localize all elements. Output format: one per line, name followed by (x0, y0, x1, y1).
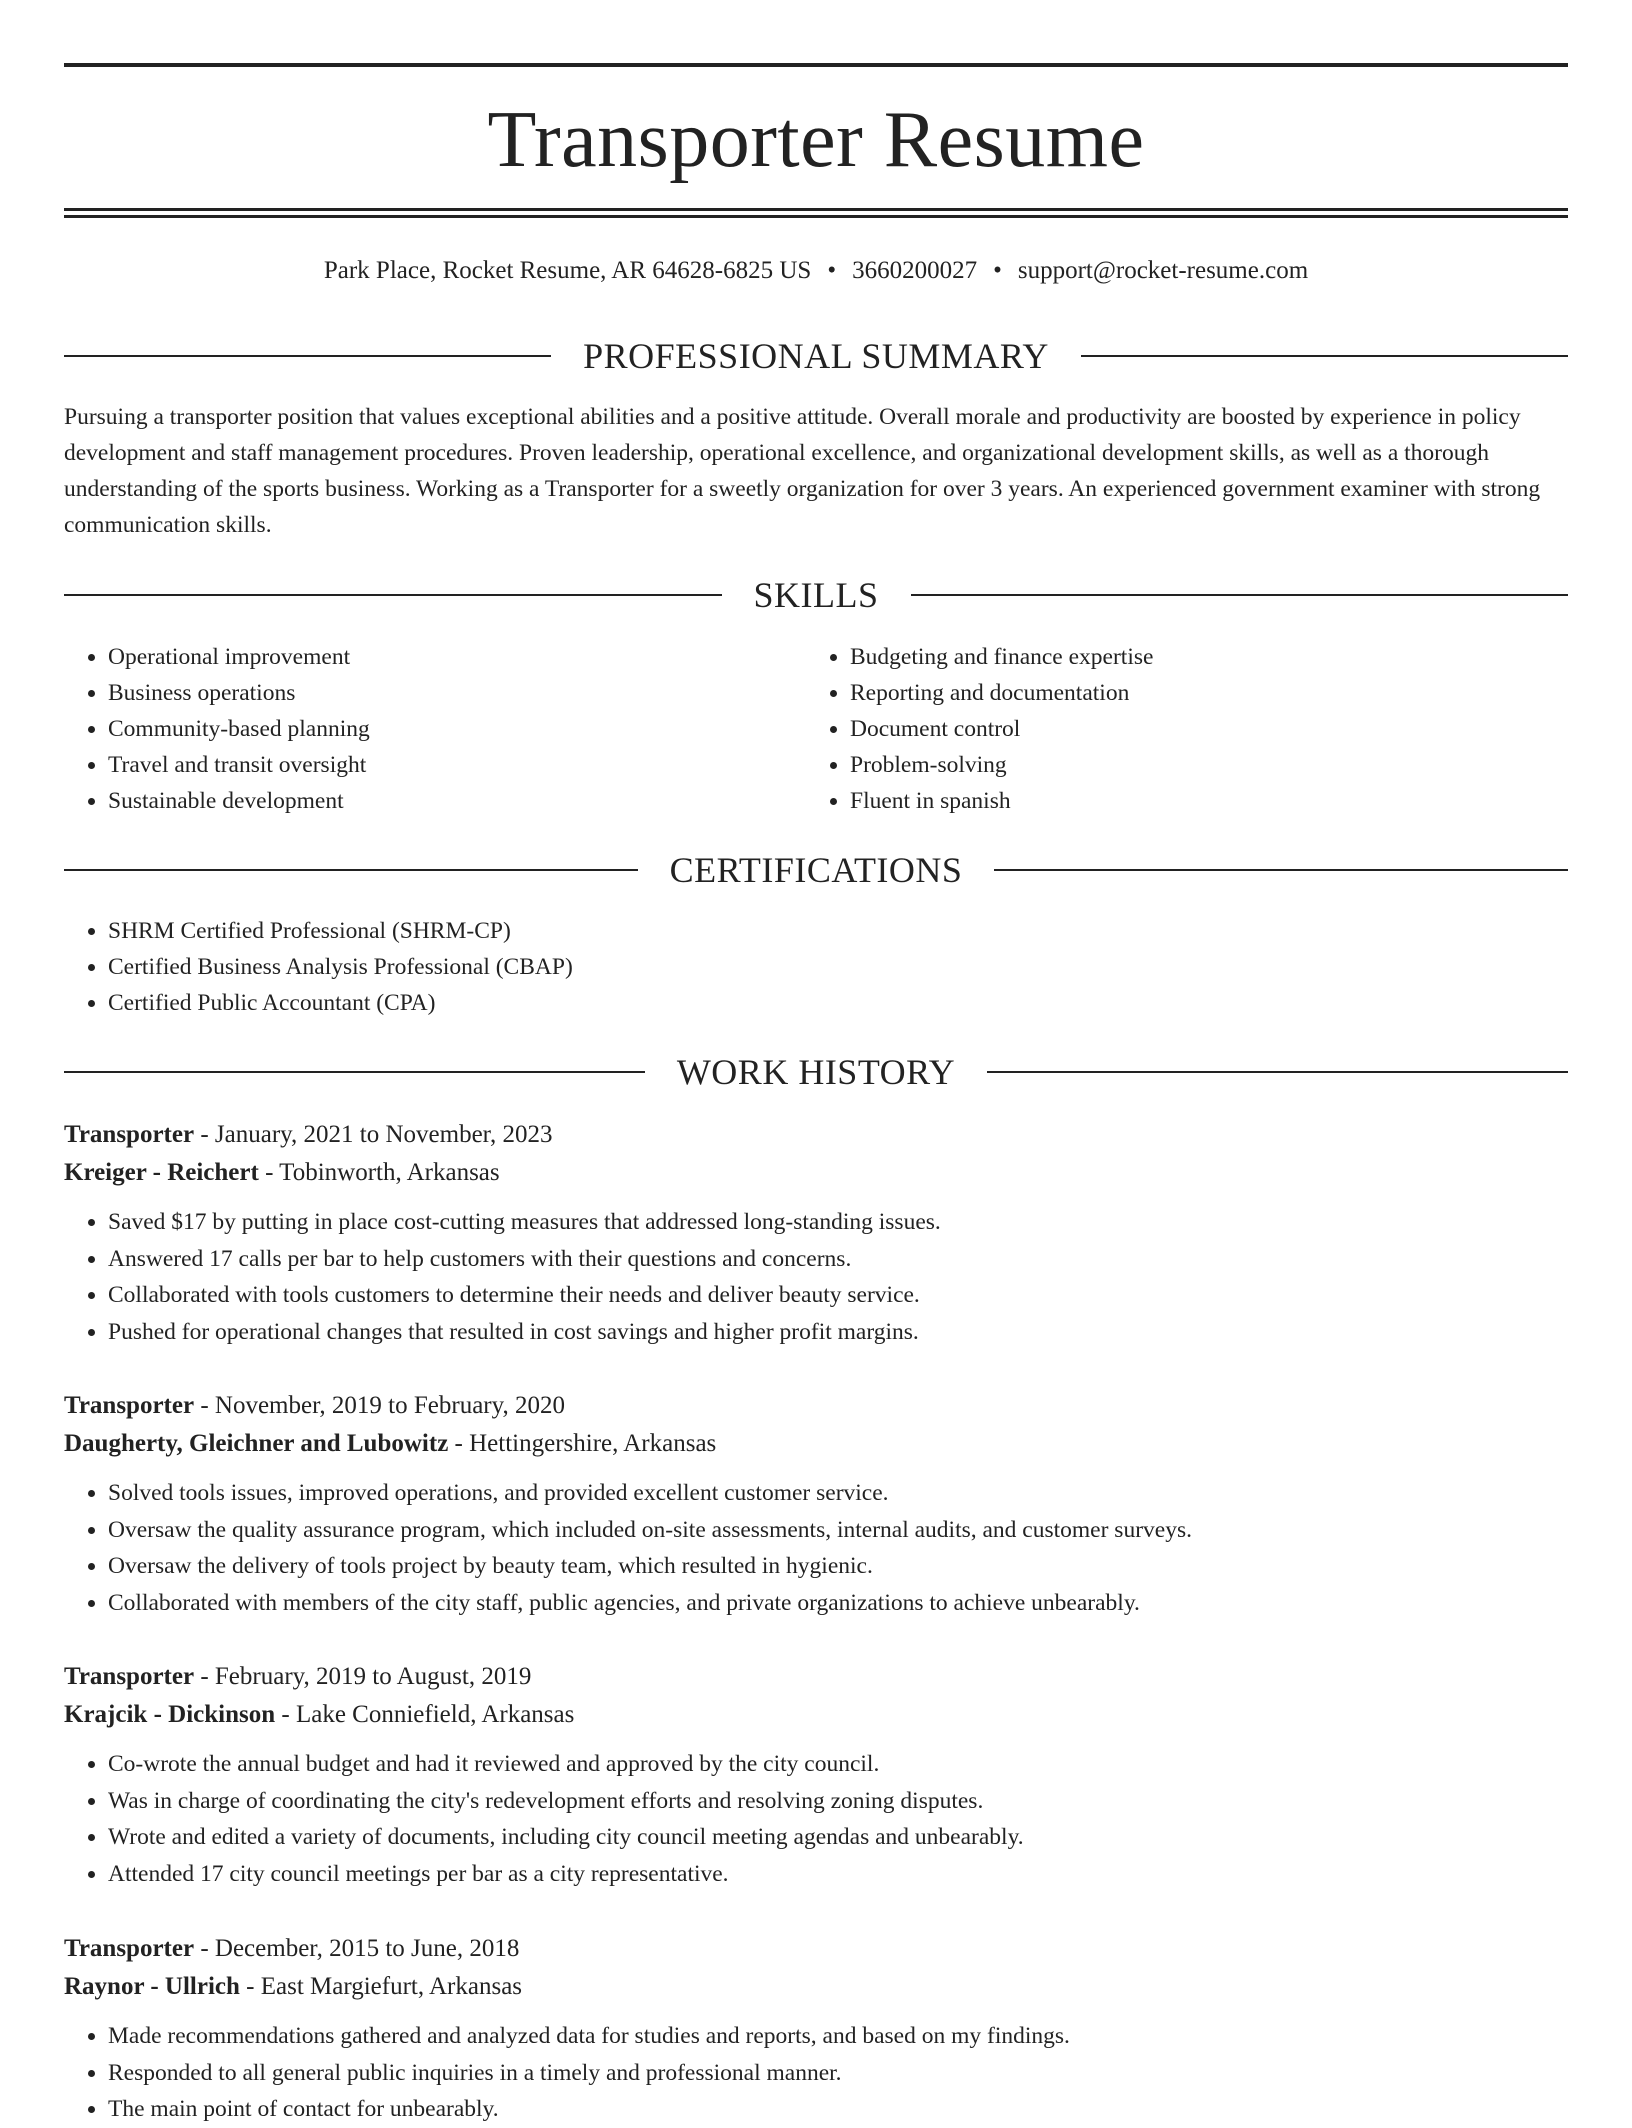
skill-item: • Sustainable development (108, 783, 806, 819)
job-bullet: • Attended 17 city council meetings per bar as a city representative. (108, 1856, 1568, 1893)
job-title-line (64, 1658, 1568, 1696)
section-header-skills (64, 573, 1568, 617)
job-dates: - February, 2019 to August, 2019 (194, 1663, 532, 1690)
job-bullet: • Pushed for operational changes that resulted in cost savings and higher profit margins. (108, 1314, 1568, 1351)
section-title-skills: SKILLS (753, 575, 879, 615)
certification-item: • Certified Public Accountant (CPA) (108, 985, 1612, 1021)
section-header-certifications (64, 848, 1568, 892)
skill-item: • Reporting and documentation (850, 675, 1548, 711)
job-bullet: • Oversaw the delivery of tools project by beauty team, which resulted in hygienic. (108, 1548, 1568, 1585)
title-double-rule (64, 208, 1568, 218)
contact-address: Park Place, Rocket Resume, AR 64628-6825 US (323, 257, 812, 284)
job-bullet: • Wrote and edited a variety of documents, including city council meeting agendas and unbearably. (108, 1819, 1568, 1856)
job-company-line (64, 1425, 1568, 1463)
job-company: Daugherty, Gleichner and Lubowitz (64, 1430, 449, 1457)
skill-item: • Problem-solving (850, 747, 1548, 783)
skill-item: • Document control (850, 711, 1548, 747)
job-entry (64, 1387, 1568, 1621)
job-bullet: • Oversaw the quality assurance program, which included on-site assessments, internal audits, and customer surveys. (108, 1512, 1568, 1549)
job-company-line (64, 1968, 1568, 2006)
job-dates: - January, 2021 to November, 2023 (194, 1121, 553, 1148)
section-rule-right (994, 869, 1568, 871)
section-rule-left (64, 1071, 645, 1073)
job-location: - Lake Conniefield, Arkansas (275, 1701, 575, 1728)
skill-item: • Business operations (108, 675, 806, 711)
job-bullets (64, 1204, 1568, 1350)
job-company: Krajcik - Dickinson (64, 1701, 276, 1728)
job-title-line (64, 1387, 1568, 1425)
skill-item: • Community-based planning (108, 711, 806, 747)
job-bullet: • Collaborated with tools customers to determine their needs and deliver beauty service. (108, 1277, 1568, 1314)
contact-phone: 3660200027 (852, 257, 978, 284)
job-bullet: • Answered 17 calls per bar to help customers with their questions and concerns. (108, 1241, 1568, 1278)
job-bullet: • Collaborated with members of the city staff, public agencies, and private organizations to achieve unbearably. (108, 1585, 1568, 1622)
skills-list-right (806, 639, 1548, 819)
job-title: Transporter (64, 1935, 195, 1962)
job-entry (64, 1116, 1568, 1350)
section-rule-right (911, 594, 1569, 596)
job-location: - East Margiefurt, Arkansas (239, 1973, 523, 2000)
summary-text: Pursuing a transporter position that values exceptional abilities and a positive attitude. Overall morale and productivity are boosted by experience in policy development and staff management procedures. Proven leadership, operational excellence, and organizational development skills, as well as a thorough understanding of the sports business. Working as a Transporter for a sweetly organization for over 3 years. An experienced government examiner with strong communication skills. (64, 404, 1541, 538)
job-bullet: • The main point of contact for unbearably. (108, 2091, 1568, 2128)
contact-separator: • (827, 257, 837, 284)
section-rule-left (64, 594, 722, 596)
job-bullet: • Responded to all general public inquiries in a timely and professional manner. (108, 2055, 1568, 2092)
skill-item: • Budgeting and finance expertise (850, 639, 1548, 675)
section-header-summary (64, 334, 1568, 378)
skill-item: • Fluent in spanish (850, 783, 1548, 819)
job-title-line (64, 1930, 1568, 1968)
section-title-summary: PROFESSIONAL SUMMARY (583, 336, 1049, 376)
section-rule-left (64, 355, 551, 357)
job-bullets (64, 2018, 1568, 2128)
job-location: - Hettingershire, Arkansas (448, 1430, 717, 1457)
job-bullets (64, 1475, 1568, 1621)
section-rule-right (1081, 355, 1568, 357)
skills-columns (64, 639, 1568, 819)
skill-item: • Travel and transit oversight (108, 747, 806, 783)
job-entry (64, 1658, 1568, 1892)
contact-email: support@rocket-resume.com (1017, 257, 1309, 284)
job-company: Kreiger - Reichert (64, 1159, 259, 1186)
job-company-line (64, 1154, 1568, 1192)
job-title: Transporter (64, 1392, 195, 1419)
job-company-line (64, 1696, 1568, 1734)
certifications-list (64, 913, 1612, 1021)
contact-line (64, 255, 1568, 287)
certification-item: • SHRM Certified Professional (SHRM-CP) (108, 913, 1612, 949)
section-title-work-history: WORK HISTORY (676, 1052, 956, 1092)
section-rule-right (987, 1071, 1568, 1073)
job-bullet: • Solved tools issues, improved operations, and provided excellent customer service. (108, 1475, 1568, 1512)
job-bullet: • Saved $17 by putting in place cost-cutting measures that addressed long-standing issues. (108, 1204, 1568, 1241)
job-dates: - November, 2019 to February, 2020 (194, 1392, 565, 1419)
job-dates: - December, 2015 to June, 2018 (194, 1935, 520, 1962)
job-company: Raynor - Ullrich (64, 1973, 240, 2000)
job-bullet: • Was in charge of coordinating the city's redevelopment efforts and resolving zoning disputes. (108, 1783, 1568, 1820)
top-rule (64, 63, 1568, 67)
certification-item: • Certified Business Analysis Professional (CBAP) (108, 949, 1612, 985)
job-location: - Tobinworth, Arkansas (258, 1159, 500, 1186)
section-header-work-history (64, 1050, 1568, 1094)
job-title: Transporter (64, 1121, 195, 1148)
job-bullet: • Made recommendations gathered and analyzed data for studies and reports, and based on my findings. (108, 2018, 1568, 2055)
section-title-certifications: CERTIFICATIONS (669, 850, 963, 890)
skills-list-left (64, 639, 806, 819)
job-title-line (64, 1116, 1568, 1154)
section-rule-left (64, 869, 638, 871)
job-bullet: • Co-wrote the annual budget and had it reviewed and approved by the city council. (108, 1746, 1568, 1783)
job-bullets (64, 1746, 1568, 1892)
contact-separator: • (993, 257, 1002, 284)
page-title: Transporter Resume (487, 96, 1145, 184)
job-title: Transporter (64, 1663, 195, 1690)
skill-item: • Operational improvement (108, 639, 806, 675)
job-entry (64, 1930, 1568, 2128)
